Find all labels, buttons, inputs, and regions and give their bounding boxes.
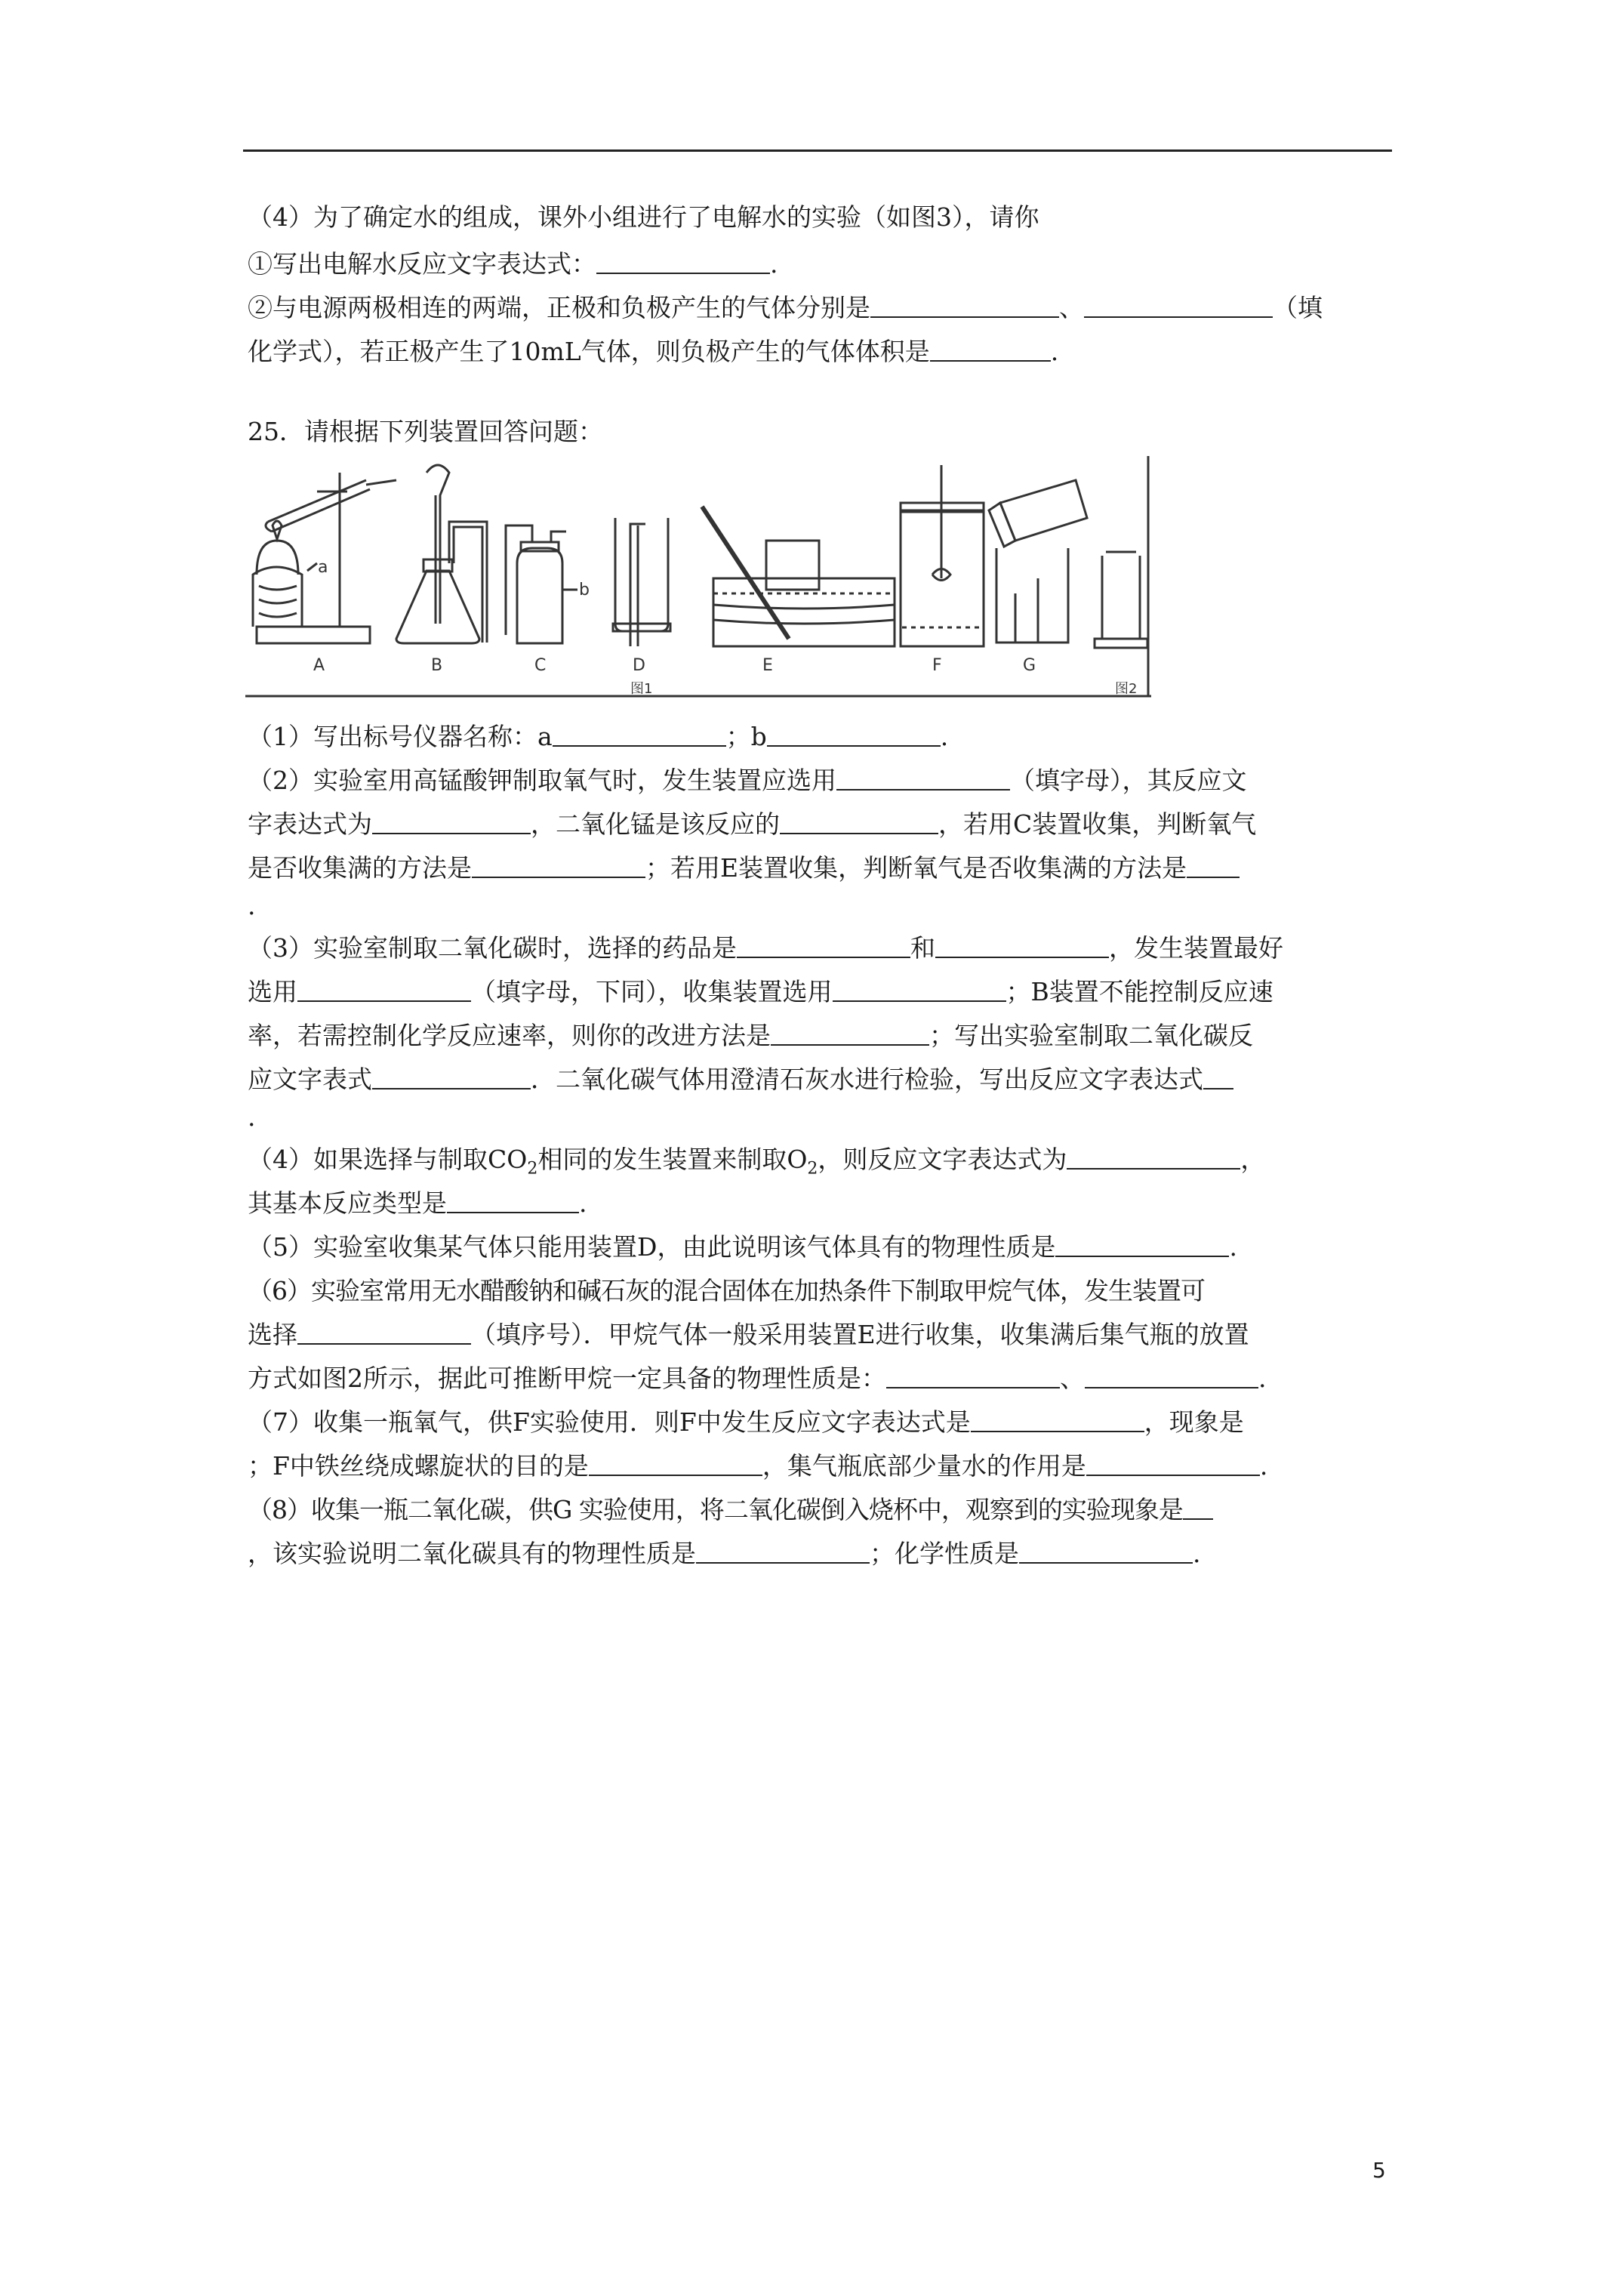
svg-text:B: B bbox=[431, 656, 443, 675]
answer-blank[interactable] bbox=[935, 934, 1109, 958]
svg-text:D: D bbox=[633, 656, 645, 675]
figure2-bottle bbox=[1095, 552, 1147, 648]
q25-part2-line4: . bbox=[248, 891, 256, 920]
apparatus-b bbox=[396, 465, 487, 643]
svg-text:A: A bbox=[313, 656, 325, 675]
apparatus-c bbox=[506, 525, 577, 643]
q25-part4-line2: 其基本反应类型是 . bbox=[248, 1188, 587, 1218]
svg-text:a: a bbox=[318, 558, 328, 577]
q25-part7-line1: （7）收集一瓶氧气，供F实验使用．则F中发生反应文字表达式是 ，现象是 bbox=[248, 1407, 1244, 1437]
svg-text:C: C bbox=[534, 656, 547, 675]
answer-blank[interactable] bbox=[836, 766, 1010, 791]
answer-blank[interactable] bbox=[833, 978, 1006, 1002]
answer-blank[interactable] bbox=[297, 978, 471, 1002]
answer-blank[interactable] bbox=[870, 294, 1059, 318]
answer-blank[interactable] bbox=[1085, 1364, 1258, 1388]
q25-part2-line2: 字表达式为 ，二氧化锰是该反应的 ，若用C装置收集，判断氧气 bbox=[248, 809, 1257, 839]
q24-part4-intro: （4）为了确定水的组成，课外小组进行了电解水的实验（如图3），请你 bbox=[248, 202, 1039, 232]
q25-part2-line1: （2）实验室用高锰酸钾制取氧气时，发生装置应选用 （填字母），其反应文 bbox=[248, 766, 1247, 795]
svg-text:F: F bbox=[932, 656, 942, 675]
q24-part4-line2: ②与电源两极相连的两端，正极和负极产生的气体分别是 、 （填 bbox=[248, 293, 1323, 322]
answer-blank[interactable] bbox=[1183, 1496, 1213, 1520]
answer-blank[interactable] bbox=[971, 1408, 1144, 1432]
q25-part4-line1: （4）如果选择与制取$CO_2$相同的发生装置来制取$O_2$，则反应文字表达式为 ， bbox=[248, 1145, 1266, 1179]
apparatus-d bbox=[613, 518, 670, 646]
q25-part3-line5: . bbox=[248, 1102, 256, 1132]
answer-blank[interactable] bbox=[886, 1364, 1060, 1388]
answer-blank[interactable] bbox=[596, 250, 770, 274]
q25-part3-line4: 应文字表式 ．二氧化碳气体用澄清石灰水进行检验，写出反应文字表达式 bbox=[248, 1063, 1233, 1096]
answer-blank[interactable] bbox=[1187, 854, 1240, 878]
q25-part5: （5）实验室收集某气体只能用装置D，由此说明该气体具有的物理性质是 . bbox=[248, 1232, 1237, 1262]
svg-text:图2: 图2 bbox=[1115, 681, 1138, 697]
answer-blank[interactable] bbox=[447, 1189, 579, 1213]
answer-blank[interactable] bbox=[696, 1539, 870, 1564]
q25-part6-line2: 选择 （填序号）．甲烷气体一般采用装置E进行收集，收集满后集气瓶的放置 bbox=[248, 1320, 1249, 1349]
answer-blank[interactable] bbox=[737, 934, 910, 958]
apparatus-f bbox=[901, 465, 984, 646]
svg-text:b: b bbox=[579, 581, 590, 599]
answer-blank[interactable] bbox=[1055, 1233, 1229, 1257]
answer-blank[interactable] bbox=[1067, 1145, 1240, 1170]
answer-blank[interactable] bbox=[1203, 1065, 1233, 1089]
apparatus-g bbox=[989, 480, 1087, 643]
q25-part3-line1: （3）实验室制取二氧化碳时，选择的药品是 和 ，发生装置最好 bbox=[248, 933, 1283, 963]
q25-part6-line1: （6）实验室常用无水醋酸钠和碱石灰的混合固体在加热条件下制取甲烷气体，发生装置可 bbox=[248, 1276, 1205, 1305]
answer-blank[interactable] bbox=[771, 1022, 929, 1046]
answer-blank[interactable] bbox=[767, 723, 941, 747]
q25-part2-line3: 是否收集满的方法是 ；若用E装置收集，判断氧气是否收集满的方法是 bbox=[248, 852, 1240, 885]
answer-blank[interactable] bbox=[930, 337, 1051, 362]
answer-blank[interactable] bbox=[372, 1065, 531, 1089]
answer-blank[interactable] bbox=[472, 854, 645, 878]
q25-part3-line2: 选用 （填字母，下同），收集装置选用 ；B装置不能控制反应速 bbox=[248, 977, 1273, 1006]
q25-part3-line3: 率，若需控制化学反应速率，则你的改进方法是 ；写出实验室制取二氧化碳反 bbox=[248, 1021, 1253, 1050]
apparatus-e bbox=[702, 507, 895, 646]
svg-text:G: G bbox=[1023, 656, 1036, 675]
answer-blank[interactable] bbox=[372, 810, 531, 834]
q25-part8-line2: ，该实验说明二氧化碳具有的物理性质是 ；化学性质是 . bbox=[248, 1539, 1201, 1568]
svg-text:E: E bbox=[762, 656, 773, 675]
header-rule bbox=[243, 149, 1392, 152]
answer-blank[interactable] bbox=[1084, 294, 1273, 318]
apparatus-figure bbox=[245, 450, 1151, 707]
answer-blank[interactable] bbox=[780, 810, 938, 834]
answer-blank[interactable] bbox=[1019, 1539, 1193, 1564]
q24-part4-line3: 化学式），若正极产生了10mL气体，则负极产生的气体体积是 . bbox=[248, 337, 1059, 366]
q25-part6-line3: 方式如图2所示，据此可推断甲烷一定具备的物理性质是： 、 . bbox=[248, 1364, 1267, 1393]
answer-blank[interactable] bbox=[553, 723, 726, 747]
answer-blank[interactable] bbox=[297, 1321, 471, 1345]
answer-blank[interactable] bbox=[1086, 1452, 1260, 1476]
svg-text:图1: 图1 bbox=[630, 681, 653, 697]
answer-blank[interactable] bbox=[589, 1452, 762, 1476]
q25-title: 25．请根据下列装置回答问题： bbox=[248, 417, 603, 446]
page-number: 5 bbox=[1372, 2158, 1386, 2183]
q25-part7-line2: ；F中铁丝绕成螺旋状的目的是 ，集气瓶底部少量水的作用是 . bbox=[248, 1451, 1268, 1481]
q25-part1: （1）写出标号仪器名称：a ；b . bbox=[248, 722, 949, 751]
q24-part4-line1: ①写出电解水反应文字表达式： . bbox=[248, 249, 778, 279]
q25-part8-line1: （8）收集一瓶二氧化碳，供G 实验使用，将二氧化碳倒入烧杯中，观察到的实验现象是 bbox=[248, 1493, 1213, 1527]
